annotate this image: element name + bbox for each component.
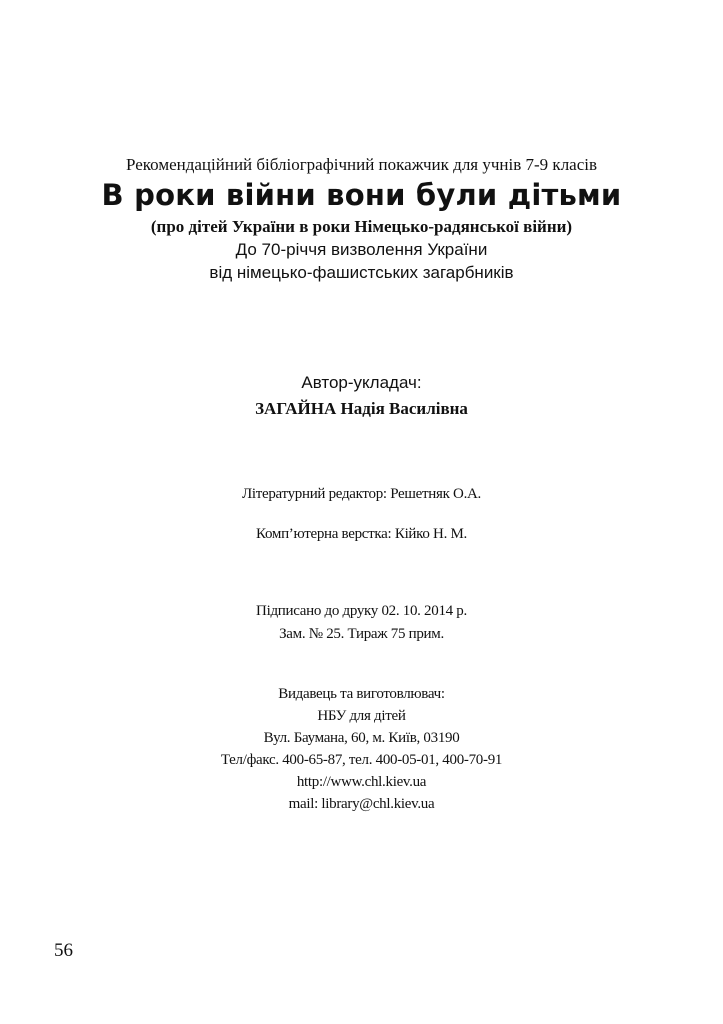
page-title: В роки війни вони були дітьми xyxy=(101,178,622,212)
publisher-phones: Тел/факс. 400-65-87, тел. 400-05-01, 400-70-91 xyxy=(220,752,503,768)
dedication-line-1: До 70-річчя визволення України xyxy=(235,240,488,259)
publisher-email: mail: library@chl.kiev.ua xyxy=(288,796,435,812)
signed-for-print: Підписано до друку 02. 10. 2014 р. xyxy=(256,603,467,619)
publisher-name: НБУ для дітей xyxy=(317,708,406,724)
publisher-address: Вул. Баумана, 60, м. Київ, 03190 xyxy=(263,730,460,746)
publisher-label: Видавець та виготовлювач: xyxy=(278,686,445,702)
bibliography-type-line: Рекомендаційний бібліографічний покажчик для учнів 7-9 класів xyxy=(125,155,598,174)
order-and-print-run: Зам. № 25. Тираж 75 прим. xyxy=(279,626,444,642)
computer-layout: Комп’ютерна верстка: Кійко Н. М. xyxy=(256,526,467,542)
author-name: ЗАГАЙНА Надія Василівна xyxy=(255,399,468,418)
page-number: 56 xyxy=(54,940,73,961)
publisher-website: http://www.chl.kiev.ua xyxy=(296,774,427,790)
author-label: Автор-укладач: xyxy=(301,373,422,392)
title-subtitle: (про дітей України в роки Німецько-радянської війни) xyxy=(150,217,573,236)
literary-editor: Літературний редактор: Решетняк О.А. xyxy=(241,486,482,502)
dedication-line-2: від німецько-фашистських загарбників xyxy=(209,263,514,282)
